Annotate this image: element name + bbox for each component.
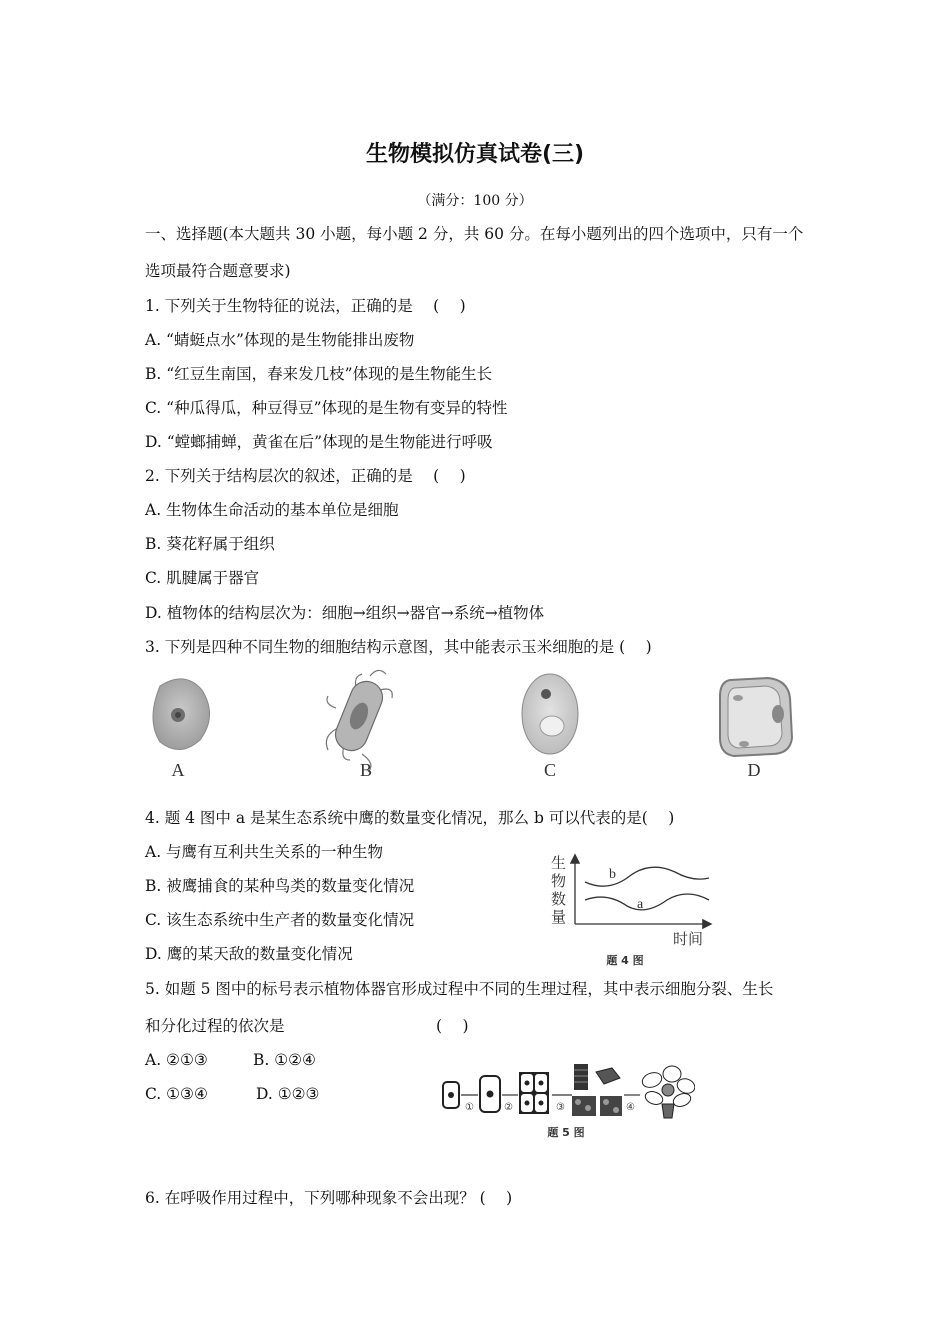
q5-figure-caption: 题 5 图	[547, 1126, 585, 1139]
q1-stem: 1. 下列关于生物特征的说法，正确的是 ( )	[145, 297, 466, 315]
q3-stem: 3. 下列是四种不同生物的细胞结构示意图，其中能表示玉米细胞的是 ( )	[145, 638, 652, 656]
q2-option-a: A. 生物体生命活动的基本单位是细胞	[145, 501, 399, 519]
ylabel-char-2: 物	[551, 872, 567, 890]
section-instructions-line2: 选项最符合题意要求)	[145, 262, 291, 280]
q5-option-d: D. ①②③	[256, 1085, 320, 1103]
curve-b-label: b	[609, 867, 616, 882]
curve-b	[585, 867, 709, 886]
step-3-label: ③	[556, 1102, 565, 1113]
ylabel-char-3: 数	[551, 890, 567, 908]
yeast-cell-image	[522, 674, 578, 754]
q4-option-a: A. 与鹰有互利共生关系的一种生物	[145, 843, 384, 861]
q1-option-a: A. “蜻蜓点水”体现的是生物能排出废物	[145, 331, 415, 349]
step-2-label: ②	[504, 1102, 513, 1113]
section-instructions-line1: 一、选择题(本大题共 30 小题，每小题 2 分，共 60 分。在每小题列出的四个选项中，只有一个	[145, 225, 804, 243]
bacterium-cell-image	[326, 670, 392, 772]
q3-cell-figures	[140, 668, 810, 786]
exam-title: 生物模拟仿真试卷(三)	[365, 142, 585, 167]
ylabel-char-4: 量	[551, 908, 567, 926]
tissue-stage	[572, 1064, 622, 1116]
ylabel-char-1: 生	[551, 854, 567, 872]
q4-option-d: D. 鹰的某天敌的数量变化情况	[145, 945, 353, 963]
q5-option-a: A. ②①③	[145, 1051, 208, 1069]
q5-stem-line1: 5. 如题 5 图中的标号表示植物体器官形成过程中不同的生理过程，其中表示细胞分裂、生长	[145, 980, 774, 998]
xlabel: 时间	[673, 930, 704, 948]
step-1-label: ①	[465, 1102, 474, 1113]
q6-stem: 6. 在呼吸作用过程中，下列哪种现象不会出现？ ( )	[145, 1189, 513, 1207]
q4-population-graph	[545, 848, 720, 970]
curve-a	[585, 894, 709, 910]
q2-stem: 2. 下列关于结构层次的叙述，正确的是 ( )	[145, 467, 466, 485]
cell-stage-3	[519, 1072, 549, 1114]
q2-option-b: B. 葵花籽属于组织	[145, 535, 275, 553]
q5-option-c: C. ①③④	[145, 1085, 208, 1103]
step-4-label: ④	[626, 1102, 635, 1113]
q5-answer-bracket: ( )	[436, 1017, 469, 1035]
q5-process-figure	[440, 1058, 695, 1142]
full-score: （满分：100 分）	[417, 193, 533, 209]
q2-option-c: C. 肌腱属于器官	[145, 569, 260, 587]
label-c: C	[543, 760, 557, 780]
label-b: B	[359, 760, 373, 780]
animal-cell-image	[153, 679, 210, 750]
q2-option-d: D. 植物体的结构层次为：细胞→组织→器官→系统→植物体	[145, 604, 545, 622]
flower-image	[640, 1066, 695, 1118]
plant-cell-image	[720, 678, 792, 756]
label-a: A	[171, 760, 185, 780]
q4-option-c: C. 该生态系统中生产者的数量变化情况	[145, 911, 415, 929]
label-d: D	[747, 760, 761, 780]
q1-option-c: C. “种瓜得瓜，种豆得豆”体现的是生物有变异的特性	[145, 399, 508, 417]
q1-option-d: D. “螳螂捕蝉，黄雀在后”体现的是生物能进行呼吸	[145, 433, 493, 451]
q5-option-b: B. ①②④	[253, 1051, 316, 1069]
q1-option-b: B. “红豆生南国，春来发几枝”体现的是生物能生长	[145, 365, 493, 383]
q4-stem: 4. 题 4 图中 a 是某生态系统中鹰的数量变化情况，那么 b 可以代表的是( )	[145, 809, 675, 827]
curve-a-label: a	[637, 897, 644, 912]
q4-option-b: B. 被鹰捕食的某种鸟类的数量变化情况	[145, 877, 415, 895]
q5-stem-line2: 和分化过程的依次是	[145, 1017, 285, 1035]
q4-figure-caption: 题 4 图	[606, 954, 644, 967]
